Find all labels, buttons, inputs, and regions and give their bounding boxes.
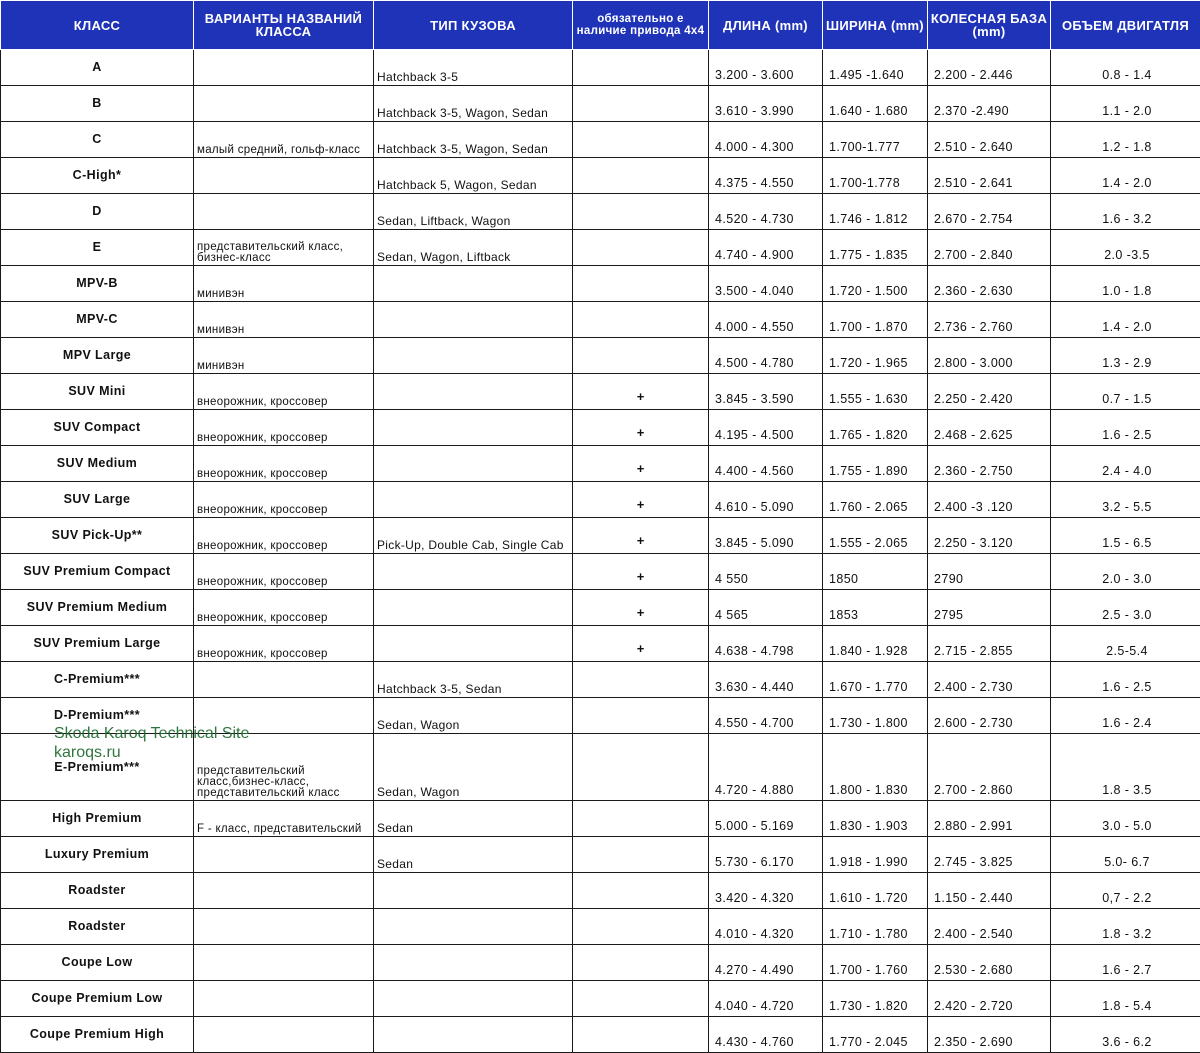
name-variants-cell [194,50,374,86]
width-cell: 1.610 - 1.720 [823,873,928,909]
length-cell: 4.720 - 4.880 [709,734,823,801]
name-variants-cell: представительский класс, бизнес-класс [194,230,374,266]
engine-volume-cell: 0.7 - 1.5 [1051,374,1200,410]
class-cell: MPV-B [1,266,194,302]
class-cell: MPV Large [1,338,194,374]
awd-cell [573,50,709,86]
body-type-cell: Hatchback 3-5 [374,50,573,86]
table-row [1,801,1200,837]
engine-volume-cell: 1.0 - 1.8 [1051,266,1200,302]
name-variants-cell [194,1017,374,1053]
length-cell: 4.270 - 4.490 [709,945,823,981]
width-cell: 1.775 - 1.835 [823,230,928,266]
wheelbase-cell: 2.700 - 2.840 [928,230,1051,266]
table-row [1,122,1200,158]
body-type-cell [374,981,573,1017]
awd-cell [573,801,709,837]
wheelbase-cell: 2.700 - 2.860 [928,734,1051,801]
name-variants-cell [194,837,374,873]
length-cell: 4.610 - 5.090 [709,482,823,518]
body-type-cell [374,626,573,662]
table-row [1,837,1200,873]
body-type-cell [374,410,573,446]
engine-volume-cell: 1.6 - 2.4 [1051,698,1200,734]
name-variants-cell [194,945,374,981]
body-type-cell: Hatchback 5, Wagon, Sedan [374,158,573,194]
awd-cell: + [573,554,709,590]
engine-volume-cell: 0.8 - 1.4 [1051,50,1200,86]
length-cell: 4.000 - 4.550 [709,302,823,338]
awd-cell: + [573,410,709,446]
body-type-cell: Sedan, Wagon, Liftback [374,230,573,266]
wheelbase-cell: 2.510 - 2.641 [928,158,1051,194]
width-cell: 1.710 - 1.780 [823,909,928,945]
name-variants-cell [194,194,374,230]
length-cell: 4.500 - 4.780 [709,338,823,374]
name-variants-cell: внеорожник, кроссовер [194,626,374,662]
engine-volume-cell: 1.3 - 2.9 [1051,338,1200,374]
length-cell: 4.550 - 4.700 [709,698,823,734]
class-cell: Coupe Premium Low [1,981,194,1017]
awd-cell [573,266,709,302]
body-type-cell: Sedan [374,801,573,837]
table-row [1,662,1200,698]
length-cell: 4 550 [709,554,823,590]
table-body [1,50,1200,1053]
engine-volume-cell: 1.6 - 2.7 [1051,945,1200,981]
class-cell: SUV Premium Medium [1,590,194,626]
body-type-cell: Hatchback 3-5, Sedan [374,662,573,698]
table-row [1,626,1200,662]
name-variants-cell: внеорожник, кроссовер [194,518,374,554]
table-row [1,410,1200,446]
length-cell: 4.740 - 4.900 [709,230,823,266]
header-row [1,1,1200,50]
engine-volume-cell: 1.6 - 3.2 [1051,194,1200,230]
body-type-cell [374,338,573,374]
awd-cell [573,698,709,734]
class-cell: MPV-C [1,302,194,338]
body-type-cell [374,266,573,302]
wheelbase-cell: 1.150 - 2.440 [928,873,1051,909]
engine-volume-cell: 1.2 - 1.8 [1051,122,1200,158]
body-type-cell [374,873,573,909]
awd-cell: + [573,446,709,482]
awd-cell [573,86,709,122]
awd-cell [573,194,709,230]
table-row [1,734,1200,801]
width-cell: 1.555 - 2.065 [823,518,928,554]
class-cell: D-Premium*** [1,698,194,734]
engine-volume-cell: 2.0 -3.5 [1051,230,1200,266]
body-type-cell [374,554,573,590]
table-row [1,698,1200,734]
class-cell: SUV Pick-Up** [1,518,194,554]
body-type-cell: Sedan, Liftback, Wagon [374,194,573,230]
table-row [1,230,1200,266]
name-variants-cell: внеорожник, кроссовер [194,554,374,590]
width-cell: 1.730 - 1.800 [823,698,928,734]
awd-cell [573,734,709,801]
wheelbase-cell: 2.736 - 2.760 [928,302,1051,338]
class-cell: E [1,230,194,266]
width-cell: 1.720 - 1.500 [823,266,928,302]
awd-cell [573,122,709,158]
class-cell: A [1,50,194,86]
width-cell: 1.555 - 1.630 [823,374,928,410]
engine-volume-cell: 2.4 - 4.0 [1051,446,1200,482]
wheelbase-cell: 2.250 - 3.120 [928,518,1051,554]
engine-volume-cell: 1.1 - 2.0 [1051,86,1200,122]
wheelbase-cell: 2.250 - 2.420 [928,374,1051,410]
width-cell: 1.720 - 1.965 [823,338,928,374]
width-cell: 1.700 - 1.870 [823,302,928,338]
watermark-url: karoqs.ru [54,743,249,762]
awd-cell [573,158,709,194]
length-cell: 4.000 - 4.300 [709,122,823,158]
class-cell: Luxury Premium [1,837,194,873]
awd-cell: + [573,374,709,410]
engine-volume-cell: 1.8 - 3.2 [1051,909,1200,945]
name-variants-cell [194,698,374,734]
engine-volume-cell: 1.8 - 5.4 [1051,981,1200,1017]
table-row [1,446,1200,482]
wheelbase-cell: 2.350 - 2.690 [928,1017,1051,1053]
header-length: ДЛИНА (mm) [709,1,823,50]
width-cell: 1.746 - 1.812 [823,194,928,230]
awd-cell [573,338,709,374]
width-cell: 1.765 - 1.820 [823,410,928,446]
wheelbase-cell: 2790 [928,554,1051,590]
wheelbase-cell: 2.600 - 2.730 [928,698,1051,734]
wheelbase-cell: 2.360 - 2.630 [928,266,1051,302]
body-type-cell: Hatchback 3-5, Wagon, Sedan [374,122,573,158]
watermark-site-name: Skoda Karoq Technical Site [54,724,249,743]
name-variants-cell [194,873,374,909]
engine-volume-cell: 1.4 - 2.0 [1051,158,1200,194]
body-type-cell [374,482,573,518]
class-cell: D [1,194,194,230]
body-type-cell [374,302,573,338]
wheelbase-cell: 2.468 - 2.625 [928,410,1051,446]
class-cell: B [1,86,194,122]
name-variants-cell: внеорожник, кроссовер [194,446,374,482]
header-width: ШИРИНА (mm) [823,1,928,50]
engine-volume-cell: 2.0 - 3.0 [1051,554,1200,590]
engine-volume-cell: 3.0 - 5.0 [1051,801,1200,837]
body-type-cell: Pick-Up, Double Cab, Single Cab [374,518,573,554]
name-variants-cell [194,158,374,194]
table-row [1,482,1200,518]
awd-cell [573,837,709,873]
class-cell: Coupe Low [1,945,194,981]
engine-volume-cell: 0,7 - 2.2 [1051,873,1200,909]
awd-cell: + [573,626,709,662]
width-cell: 1.918 - 1.990 [823,837,928,873]
body-type-cell [374,590,573,626]
length-cell: 4.400 - 4.560 [709,446,823,482]
name-variants-cell: минивэн [194,266,374,302]
engine-volume-cell: 5.0- 6.7 [1051,837,1200,873]
engine-volume-cell: 2.5-5.4 [1051,626,1200,662]
engine-volume-cell: 3.2 - 5.5 [1051,482,1200,518]
awd-cell: + [573,590,709,626]
awd-cell [573,873,709,909]
body-type-cell [374,1017,573,1053]
table-row [1,1017,1200,1053]
awd-cell: + [573,518,709,554]
length-cell: 3.500 - 4.040 [709,266,823,302]
width-cell: 1.700-1.778 [823,158,928,194]
wheelbase-cell: 2.200 - 2.446 [928,50,1051,86]
length-cell: 5.730 - 6.170 [709,837,823,873]
name-variants-cell: минивэн [194,338,374,374]
length-cell: 4.520 - 4.730 [709,194,823,230]
name-variants-cell [194,981,374,1017]
engine-volume-cell: 1.6 - 2.5 [1051,410,1200,446]
awd-cell [573,981,709,1017]
name-variants-cell [194,909,374,945]
class-cell: High Premium [1,801,194,837]
body-type-cell: Hatchback 3-5, Wagon, Sedan [374,86,573,122]
table-row [1,374,1200,410]
name-variants-cell: внеорожник, кроссовер [194,374,374,410]
width-cell: 1.670 - 1.770 [823,662,928,698]
width-cell: 1.830 - 1.903 [823,801,928,837]
name-variants-cell: минивэн [194,302,374,338]
table-row [1,981,1200,1017]
table-row [1,873,1200,909]
class-cell: Roadster [1,873,194,909]
length-cell: 3.845 - 3.590 [709,374,823,410]
table-row [1,86,1200,122]
awd-cell [573,1017,709,1053]
table-row [1,945,1200,981]
wheelbase-cell: 2.745 - 3.825 [928,837,1051,873]
header-awd-required: обязательно е наличие привода 4х4 [573,1,709,50]
wheelbase-cell: 2795 [928,590,1051,626]
class-cell: SUV Large [1,482,194,518]
length-cell: 4.195 - 4.500 [709,410,823,446]
name-variants-cell [194,86,374,122]
header-class: КЛАСС [1,1,194,50]
table-row [1,338,1200,374]
awd-cell [573,302,709,338]
class-cell: Roadster [1,909,194,945]
length-cell: 3.630 - 4.440 [709,662,823,698]
class-cell: SUV Premium Compact [1,554,194,590]
wheelbase-cell: 2.420 - 2.720 [928,981,1051,1017]
length-cell: 4 565 [709,590,823,626]
class-cell: SUV Mini [1,374,194,410]
length-cell: 3.200 - 3.600 [709,50,823,86]
width-cell: 1853 [823,590,928,626]
width-cell: 1.770 - 2.045 [823,1017,928,1053]
header-body-type: ТИП КУЗОВА [374,1,573,50]
name-variants-cell [194,662,374,698]
class-cell: SUV Compact [1,410,194,446]
class-cell: SUV Premium Large [1,626,194,662]
table-row [1,158,1200,194]
table-row [1,302,1200,338]
body-type-cell: Sedan [374,837,573,873]
length-cell: 3.845 - 5.090 [709,518,823,554]
engine-volume-cell: 1.6 - 2.5 [1051,662,1200,698]
class-cell: SUV Medium [1,446,194,482]
awd-cell [573,230,709,266]
length-cell: 3.420 - 4.320 [709,873,823,909]
table-row [1,266,1200,302]
wheelbase-cell: 2.880 - 2.991 [928,801,1051,837]
length-cell: 4.375 - 4.550 [709,158,823,194]
name-variants-cell: внеорожник, кроссовер [194,482,374,518]
awd-cell [573,662,709,698]
length-cell: 3.610 - 3.990 [709,86,823,122]
awd-cell [573,909,709,945]
width-cell: 1.760 - 2.065 [823,482,928,518]
wheelbase-cell: 2.370 -2.490 [928,86,1051,122]
body-type-cell: Sedan, Wagon [374,698,573,734]
engine-volume-cell: 1.4 - 2.0 [1051,302,1200,338]
length-cell: 4.010 - 4.320 [709,909,823,945]
length-cell: 4.638 - 4.798 [709,626,823,662]
body-type-cell [374,945,573,981]
wheelbase-cell: 2.400 - 2.730 [928,662,1051,698]
width-cell: 1.840 - 1.928 [823,626,928,662]
engine-volume-cell: 2.5 - 3.0 [1051,590,1200,626]
body-type-cell: Sedan, Wagon [374,734,573,801]
table-row [1,590,1200,626]
header-name-variants: ВАРИАНТЫ НАЗВАНИЙ КЛАССА [194,1,374,50]
table-row [1,194,1200,230]
awd-cell: + [573,482,709,518]
name-variants-cell: малый средний, гольф-класс [194,122,374,158]
wheelbase-cell: 2.670 - 2.754 [928,194,1051,230]
name-variants-cell: внеорожник, кроссовер [194,410,374,446]
name-variants-cell: представительский класс,бизнес-класс, представительский класс [194,734,374,801]
wheelbase-cell: 2.400 - 2.540 [928,909,1051,945]
wheelbase-cell: 2.510 - 2.640 [928,122,1051,158]
body-type-cell [374,909,573,945]
class-cell: C-High* [1,158,194,194]
wheelbase-cell: 2.360 - 2.750 [928,446,1051,482]
class-cell: Coupe Premium High [1,1017,194,1053]
awd-cell [573,945,709,981]
width-cell: 1.640 - 1.680 [823,86,928,122]
width-cell: 1.755 - 1.890 [823,446,928,482]
engine-volume-cell: 1.8 - 3.5 [1051,734,1200,801]
header-wheelbase: КОЛЕСНАЯ БАЗА (mm) [928,1,1051,50]
class-cell: C-Premium*** [1,662,194,698]
body-type-cell [374,374,573,410]
width-cell: 1850 [823,554,928,590]
length-cell: 4.040 - 4.720 [709,981,823,1017]
header-engine-volume: ОБЪЕМ ДВИГАТЛЯ [1051,1,1200,50]
width-cell: 1.495 -1.640 [823,50,928,86]
table-row [1,50,1200,86]
length-cell: 5.000 - 5.169 [709,801,823,837]
name-variants-cell: F - класс, представительский [194,801,374,837]
body-type-cell [374,446,573,482]
engine-volume-cell: 3.6 - 6.2 [1051,1017,1200,1053]
table-row [1,554,1200,590]
width-cell: 1.800 - 1.830 [823,734,928,801]
wheelbase-cell: 2.800 - 3.000 [928,338,1051,374]
wheelbase-cell: 2.400 -3 .120 [928,482,1051,518]
class-cell: C [1,122,194,158]
width-cell: 1.730 - 1.820 [823,981,928,1017]
table-row [1,518,1200,554]
length-cell: 4.430 - 4.760 [709,1017,823,1053]
width-cell: 1.700 - 1.760 [823,945,928,981]
class-cell: E-Premium*** [1,734,194,801]
wheelbase-cell: 2.530 - 2.680 [928,945,1051,981]
table-row [1,909,1200,945]
engine-volume-cell: 1.5 - 6.5 [1051,518,1200,554]
name-variants-cell: внеорожник, кроссовер [194,590,374,626]
wheelbase-cell: 2.715 - 2.855 [928,626,1051,662]
width-cell: 1.700-1.777 [823,122,928,158]
